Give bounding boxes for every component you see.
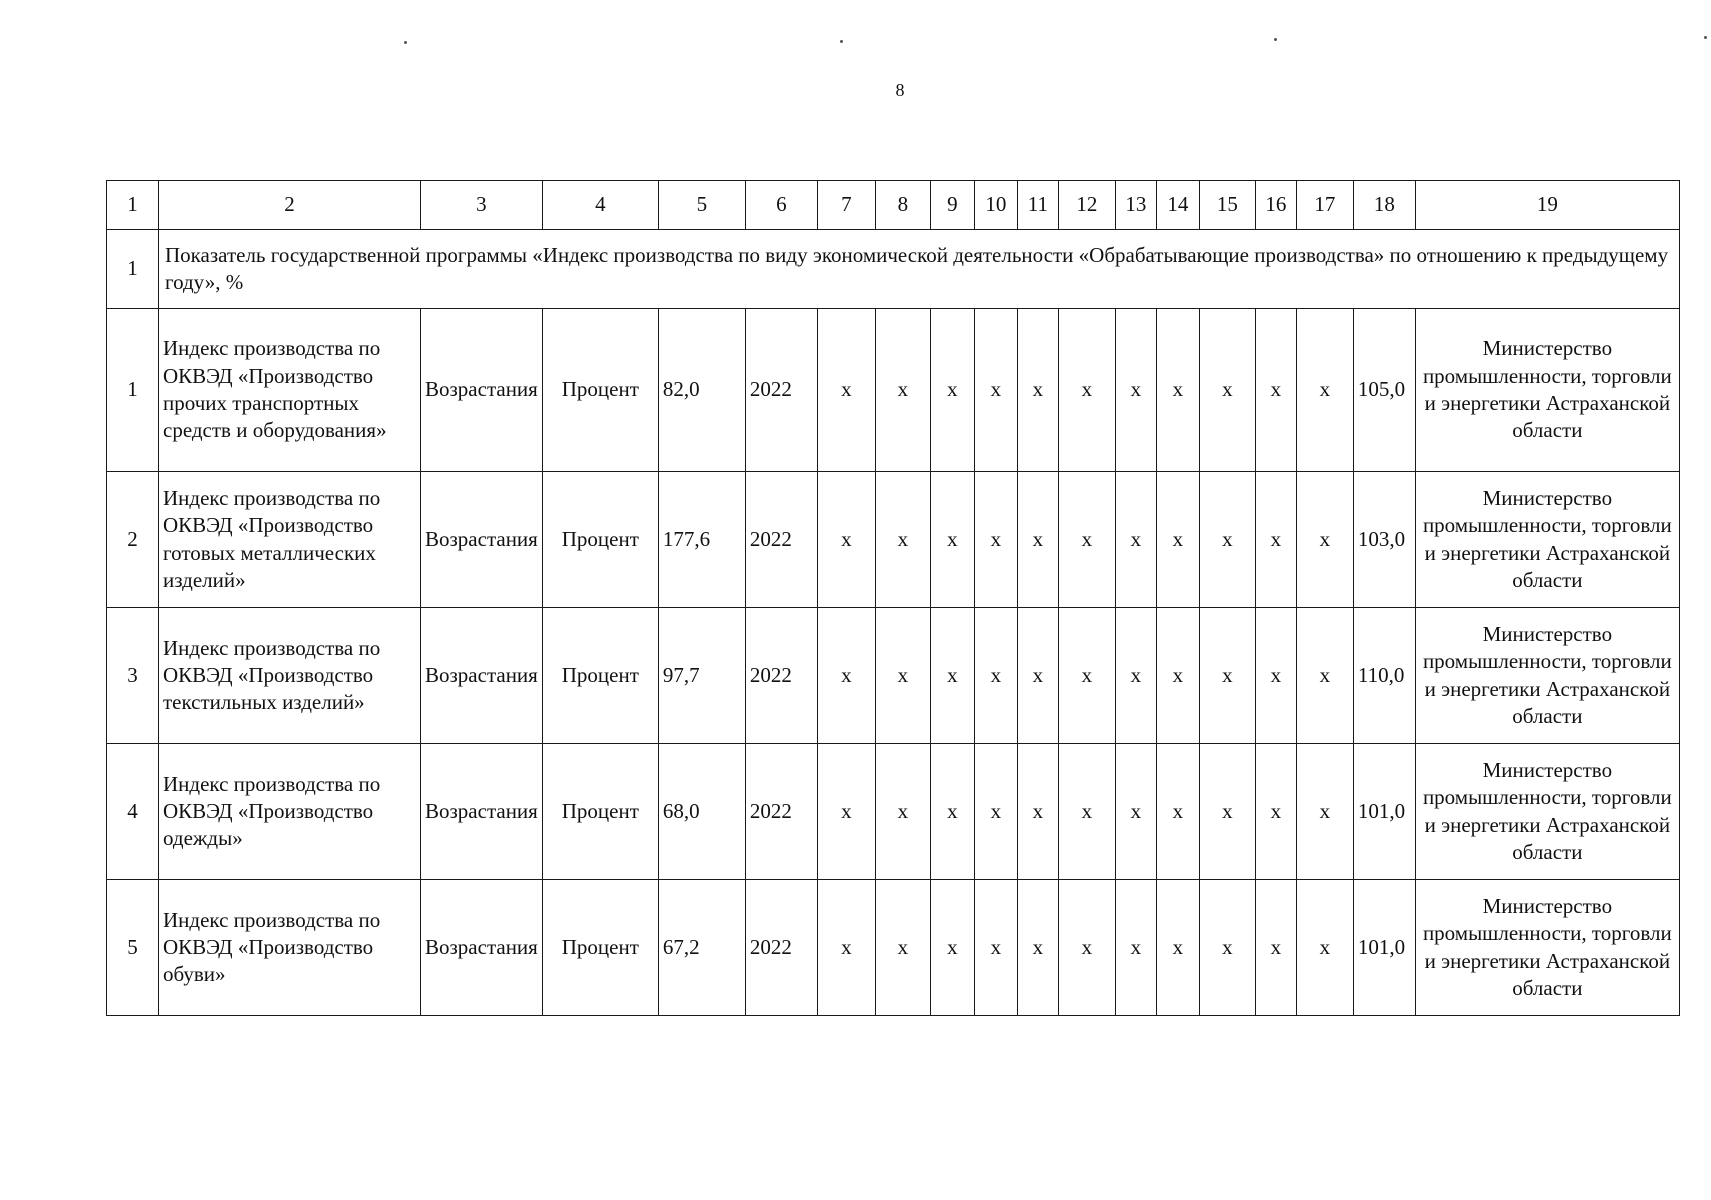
year-value-cell: х (1255, 309, 1296, 472)
target-value-cell: 101,0 (1353, 880, 1415, 1016)
page-number: 8 (895, 80, 905, 100)
table-row (107, 472, 1680, 608)
base-value-cell: 82,0 (658, 309, 745, 472)
responsible-cell: Министерство промышленности, торговли и энергетики Астраханской области (1415, 880, 1679, 1016)
column-number: 5 (658, 181, 745, 230)
scan-speck (1704, 36, 1707, 39)
column-number: 13 (1115, 181, 1156, 230)
year-value-cell: х (1017, 608, 1058, 744)
year-value-cell: х (1296, 472, 1353, 608)
year-value-cell: х (974, 309, 1017, 472)
responsible-cell: Министерство промышленности, торговли и энергетики Астраханской области (1415, 309, 1679, 472)
year-value-cell: х (930, 309, 974, 472)
year-value-cell: х (1199, 472, 1255, 608)
direction-cell: Возрастания (421, 608, 543, 744)
column-number: 14 (1156, 181, 1199, 230)
indicator-name: Индекс производства по ОКВЭД «Производство готовых металлических изделий» (159, 472, 421, 608)
year-value-cell: х (930, 608, 974, 744)
direction-cell: Возрастания (421, 880, 543, 1016)
base-value-cell: 67,2 (658, 880, 745, 1016)
year-value-cell: х (974, 608, 1017, 744)
indicator-name: Индекс производства по ОКВЭД «Производство одежды» (159, 744, 421, 880)
indicator-name: Индекс производства по ОКВЭД «Производство обуви» (159, 880, 421, 1016)
year-value-cell: х (1058, 744, 1115, 880)
year-value-cell: х (817, 608, 875, 744)
year-value-cell: х (974, 472, 1017, 608)
year-value-cell: х (1058, 309, 1115, 472)
table-row (107, 880, 1680, 1016)
year-value-cell: х (1058, 880, 1115, 1016)
base-value-cell: 97,7 (658, 608, 745, 744)
table-row (107, 309, 1680, 472)
row-number: 5 (107, 880, 159, 1016)
direction-cell: Возрастания (421, 744, 543, 880)
year-value-cell: х (1058, 608, 1115, 744)
base-year-cell: 2022 (745, 880, 817, 1016)
year-value-cell: х (930, 744, 974, 880)
column-number: 6 (745, 181, 817, 230)
column-number: 1 (107, 181, 159, 230)
section-row (107, 230, 1680, 309)
year-value-cell: х (1296, 744, 1353, 880)
table-row (107, 744, 1680, 880)
year-value-cell: х (817, 744, 875, 880)
table-row (107, 608, 1680, 744)
column-number: 9 (930, 181, 974, 230)
target-value-cell: 105,0 (1353, 309, 1415, 472)
column-number: 8 (875, 181, 930, 230)
year-value-cell: х (1199, 608, 1255, 744)
year-value-cell: х (1115, 472, 1156, 608)
indicator-table (106, 180, 1680, 1016)
column-number-row (107, 181, 1680, 230)
base-value-cell: 177,6 (658, 472, 745, 608)
year-value-cell: х (1255, 608, 1296, 744)
column-number: 16 (1255, 181, 1296, 230)
base-year-cell: 2022 (745, 472, 817, 608)
year-value-cell: х (1115, 608, 1156, 744)
column-number: 3 (421, 181, 543, 230)
column-number: 18 (1353, 181, 1415, 230)
target-value-cell: 103,0 (1353, 472, 1415, 608)
column-number: 19 (1415, 181, 1679, 230)
indicator-name: Индекс производства по ОКВЭД «Производство текстильных изделий» (159, 608, 421, 744)
year-value-cell: х (1017, 309, 1058, 472)
year-value-cell: х (1255, 880, 1296, 1016)
year-value-cell: х (1156, 880, 1199, 1016)
year-value-cell: х (1199, 309, 1255, 472)
section-title: Показатель государственной программы «Индекс производства по виду экономической деятельности «Обрабатывающие производства» по отношению к предыдущему году», % (159, 230, 1680, 309)
year-value-cell: х (1255, 472, 1296, 608)
base-value-cell: 68,0 (658, 744, 745, 880)
base-year-cell: 2022 (745, 744, 817, 880)
year-value-cell: х (1156, 608, 1199, 744)
responsible-cell: Министерство промышленности, торговли и энергетики Астраханской области (1415, 744, 1679, 880)
year-value-cell: х (1017, 744, 1058, 880)
year-value-cell: х (875, 744, 930, 880)
year-value-cell: х (1296, 309, 1353, 472)
year-value-cell: х (1115, 309, 1156, 472)
base-year-cell: 2022 (745, 309, 817, 472)
year-value-cell: х (875, 309, 930, 472)
year-value-cell: х (930, 472, 974, 608)
base-year-cell: 2022 (745, 608, 817, 744)
target-value-cell: 110,0 (1353, 608, 1415, 744)
year-value-cell: х (930, 880, 974, 1016)
year-value-cell: х (817, 472, 875, 608)
scan-speck (1274, 38, 1277, 41)
year-value-cell: х (1296, 880, 1353, 1016)
year-value-cell: х (1017, 880, 1058, 1016)
row-number: 4 (107, 744, 159, 880)
column-number: 4 (542, 181, 658, 230)
year-value-cell: х (974, 744, 1017, 880)
responsible-cell: Министерство промышленности, торговли и энергетики Астраханской области (1415, 608, 1679, 744)
column-number: 12 (1058, 181, 1115, 230)
row-number: 2 (107, 472, 159, 608)
year-value-cell: х (1156, 472, 1199, 608)
unit-cell: Процент (542, 472, 658, 608)
section-number: 1 (107, 230, 159, 309)
scan-speck (840, 40, 843, 43)
year-value-cell: х (1156, 309, 1199, 472)
year-value-cell: х (875, 608, 930, 744)
year-value-cell: х (875, 472, 930, 608)
unit-cell: Процент (542, 608, 658, 744)
unit-cell: Процент (542, 880, 658, 1016)
direction-cell: Возрастания (421, 309, 543, 472)
column-number: 7 (817, 181, 875, 230)
target-value-cell: 101,0 (1353, 744, 1415, 880)
unit-cell: Процент (542, 744, 658, 880)
scan-speck (404, 41, 407, 44)
year-value-cell: х (875, 880, 930, 1016)
row-number: 3 (107, 608, 159, 744)
column-number: 17 (1296, 181, 1353, 230)
unit-cell: Процент (542, 309, 658, 472)
year-value-cell: х (1115, 744, 1156, 880)
year-value-cell: х (1115, 880, 1156, 1016)
year-value-cell: х (1058, 472, 1115, 608)
year-value-cell: х (1199, 744, 1255, 880)
year-value-cell: х (974, 880, 1017, 1016)
year-value-cell: х (817, 309, 875, 472)
year-value-cell: х (1296, 608, 1353, 744)
year-value-cell: х (1255, 744, 1296, 880)
year-value-cell: х (817, 880, 875, 1016)
direction-cell: Возрастания (421, 472, 543, 608)
column-number: 10 (974, 181, 1017, 230)
year-value-cell: х (1156, 744, 1199, 880)
column-number: 2 (159, 181, 421, 230)
responsible-cell: Министерство промышленности, торговли и энергетики Астраханской области (1415, 472, 1679, 608)
indicator-name: Индекс производства по ОКВЭД «Производство прочих транспортных средств и оборудования» (159, 309, 421, 472)
row-number: 1 (107, 309, 159, 472)
year-value-cell: х (1017, 472, 1058, 608)
column-number: 11 (1017, 181, 1058, 230)
column-number: 15 (1199, 181, 1255, 230)
year-value-cell: х (1199, 880, 1255, 1016)
